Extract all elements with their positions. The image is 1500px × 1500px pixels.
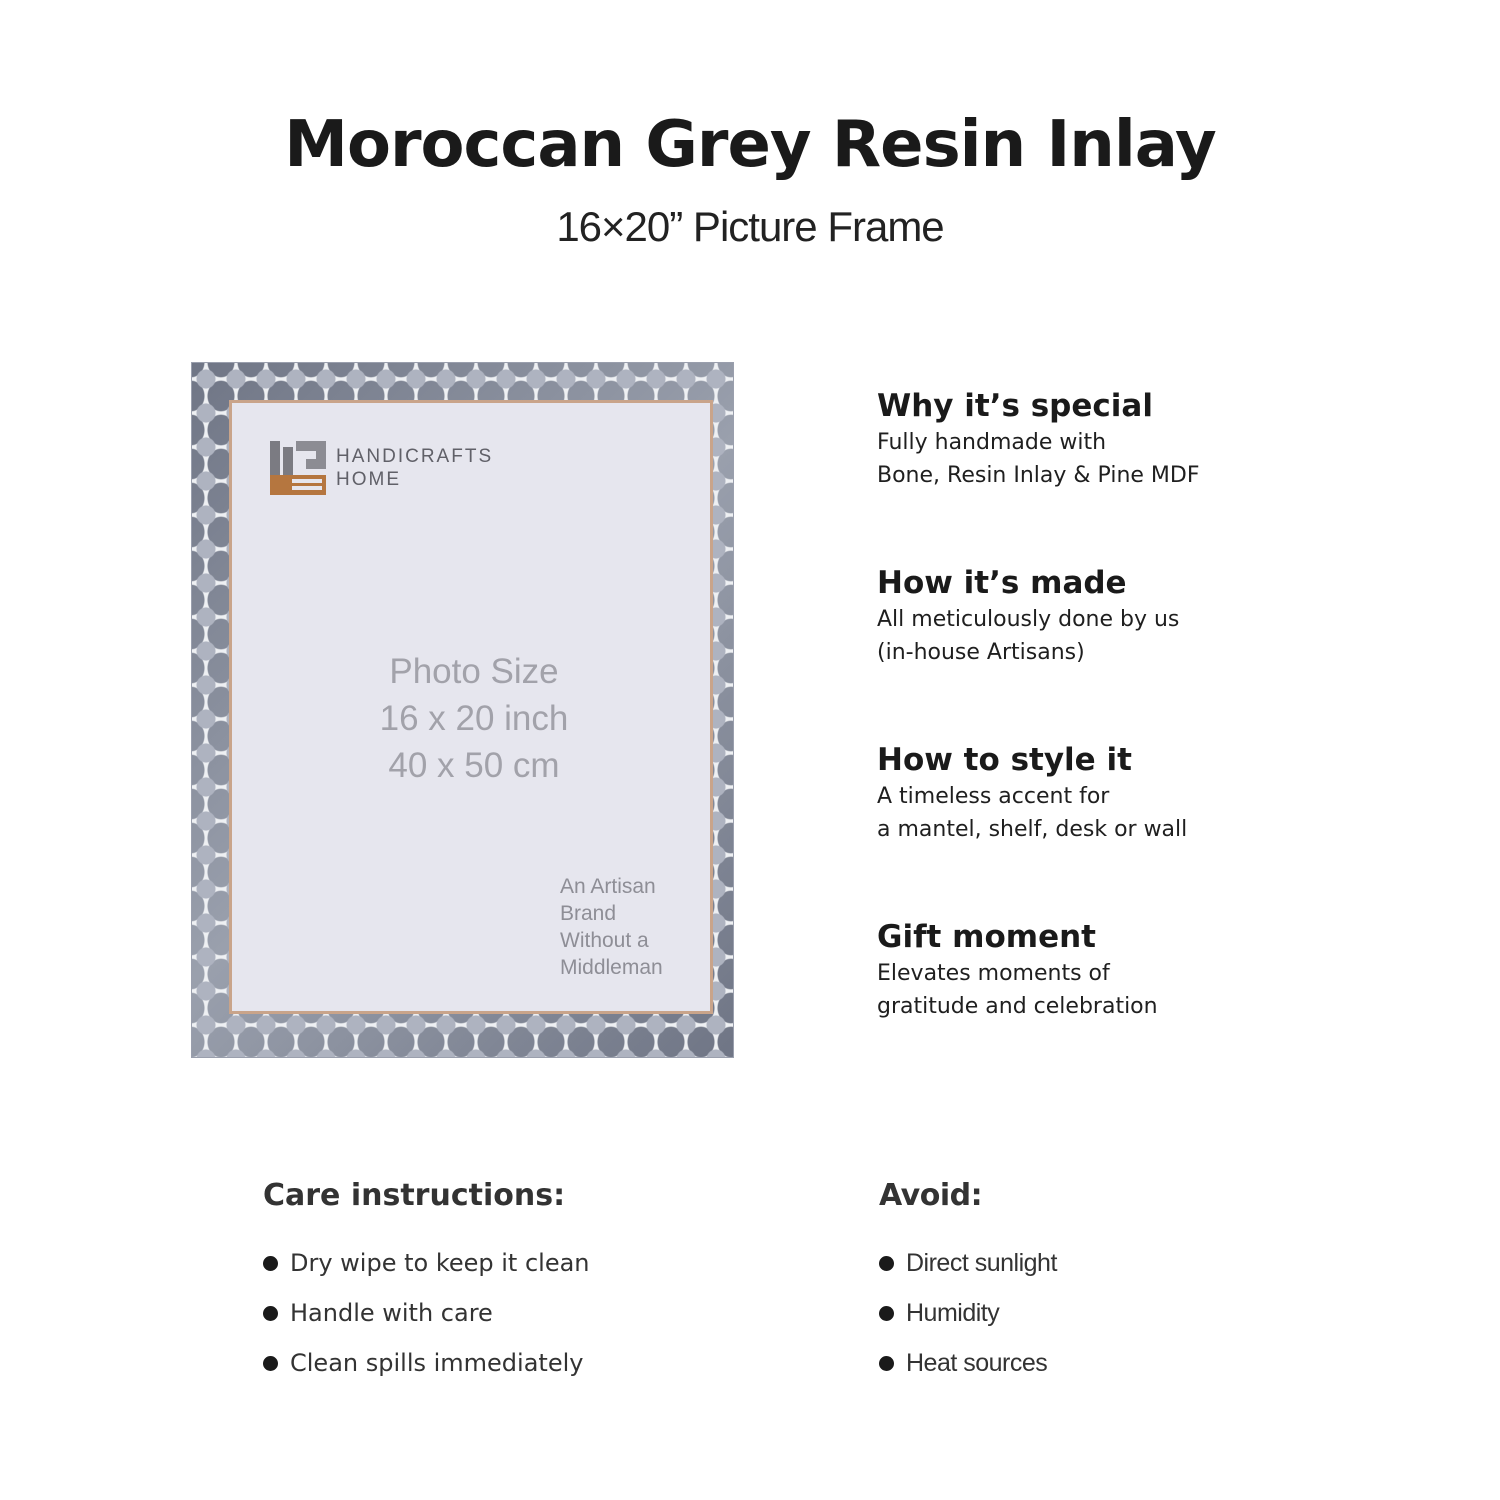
avoid-section bbox=[879, 1176, 1299, 1388]
list-item bbox=[879, 1238, 1299, 1288]
feature-title: Why it’s special bbox=[877, 388, 1153, 424]
list-item bbox=[263, 1238, 783, 1288]
avoid-heading: Avoid: bbox=[879, 1178, 983, 1213]
avoid-list bbox=[879, 1238, 1299, 1388]
photo-size-label bbox=[232, 648, 716, 789]
frame-mat bbox=[229, 400, 713, 1014]
list-item bbox=[879, 1288, 1299, 1338]
feature-title: Gift moment bbox=[877, 919, 1096, 955]
bullet-icon bbox=[263, 1356, 278, 1371]
tagline-line-1: An Artisan bbox=[560, 875, 656, 898]
brand-name bbox=[336, 445, 493, 491]
feature-text: A timeless accent for a mantel, shelf, desk or wall bbox=[877, 784, 1188, 842]
avoid-item-text: Heat sources bbox=[906, 1349, 1048, 1377]
list-item bbox=[879, 1338, 1299, 1388]
feature-gift-moment bbox=[877, 917, 1297, 1094]
feature-list bbox=[877, 386, 1297, 1094]
tagline-line-2: Brand bbox=[560, 902, 617, 925]
bullet-icon bbox=[879, 1306, 894, 1321]
feature-text: Elevates moments of gratitude and celebration bbox=[877, 961, 1158, 1019]
brand-tagline bbox=[560, 873, 663, 981]
brand-logo-icon bbox=[270, 439, 326, 495]
care-list bbox=[263, 1238, 783, 1388]
feature-title: How to style it bbox=[877, 742, 1132, 778]
care-heading: Care instructions: bbox=[263, 1178, 566, 1213]
feature-how-made bbox=[877, 563, 1297, 740]
list-item bbox=[263, 1338, 783, 1388]
care-item-text: Handle with care bbox=[290, 1299, 493, 1327]
avoid-item-text: Humidity bbox=[906, 1299, 1000, 1327]
page-title: Moroccan Grey Resin Inlay bbox=[284, 108, 1216, 182]
bullet-icon bbox=[879, 1256, 894, 1271]
feature-text: Fully handmade with Bone, Resin Inlay & Pine MDF bbox=[877, 430, 1200, 488]
feature-how-to-style bbox=[877, 740, 1297, 917]
bullet-icon bbox=[263, 1256, 278, 1271]
bullet-icon bbox=[879, 1356, 894, 1371]
tagline-line-3: Without a bbox=[560, 929, 649, 952]
page-subtitle: 16×20” Picture Frame bbox=[556, 203, 944, 250]
care-item-text: Clean spills immediately bbox=[290, 1349, 584, 1377]
care-instructions bbox=[263, 1176, 783, 1388]
photo-size-line-1: Photo Size bbox=[389, 652, 559, 691]
list-item bbox=[263, 1288, 783, 1338]
feature-why-special bbox=[877, 386, 1297, 563]
care-item-text: Dry wipe to keep it clean bbox=[290, 1249, 590, 1277]
bullet-icon bbox=[263, 1306, 278, 1321]
feature-text: All meticulously done by us (in-house Artisans) bbox=[877, 607, 1180, 665]
photo-size-line-2: 16 x 20 inch bbox=[379, 699, 569, 738]
photo-size-line-3: 40 x 50 cm bbox=[388, 746, 560, 785]
brand-name-line-1: HANDICRAFTS bbox=[336, 446, 494, 467]
tagline-line-4: Middleman bbox=[560, 956, 663, 979]
feature-title: How it’s made bbox=[877, 565, 1127, 601]
avoid-item-text: Direct sunlight bbox=[906, 1249, 1057, 1277]
brand-name-line-2: HOME bbox=[336, 469, 401, 490]
